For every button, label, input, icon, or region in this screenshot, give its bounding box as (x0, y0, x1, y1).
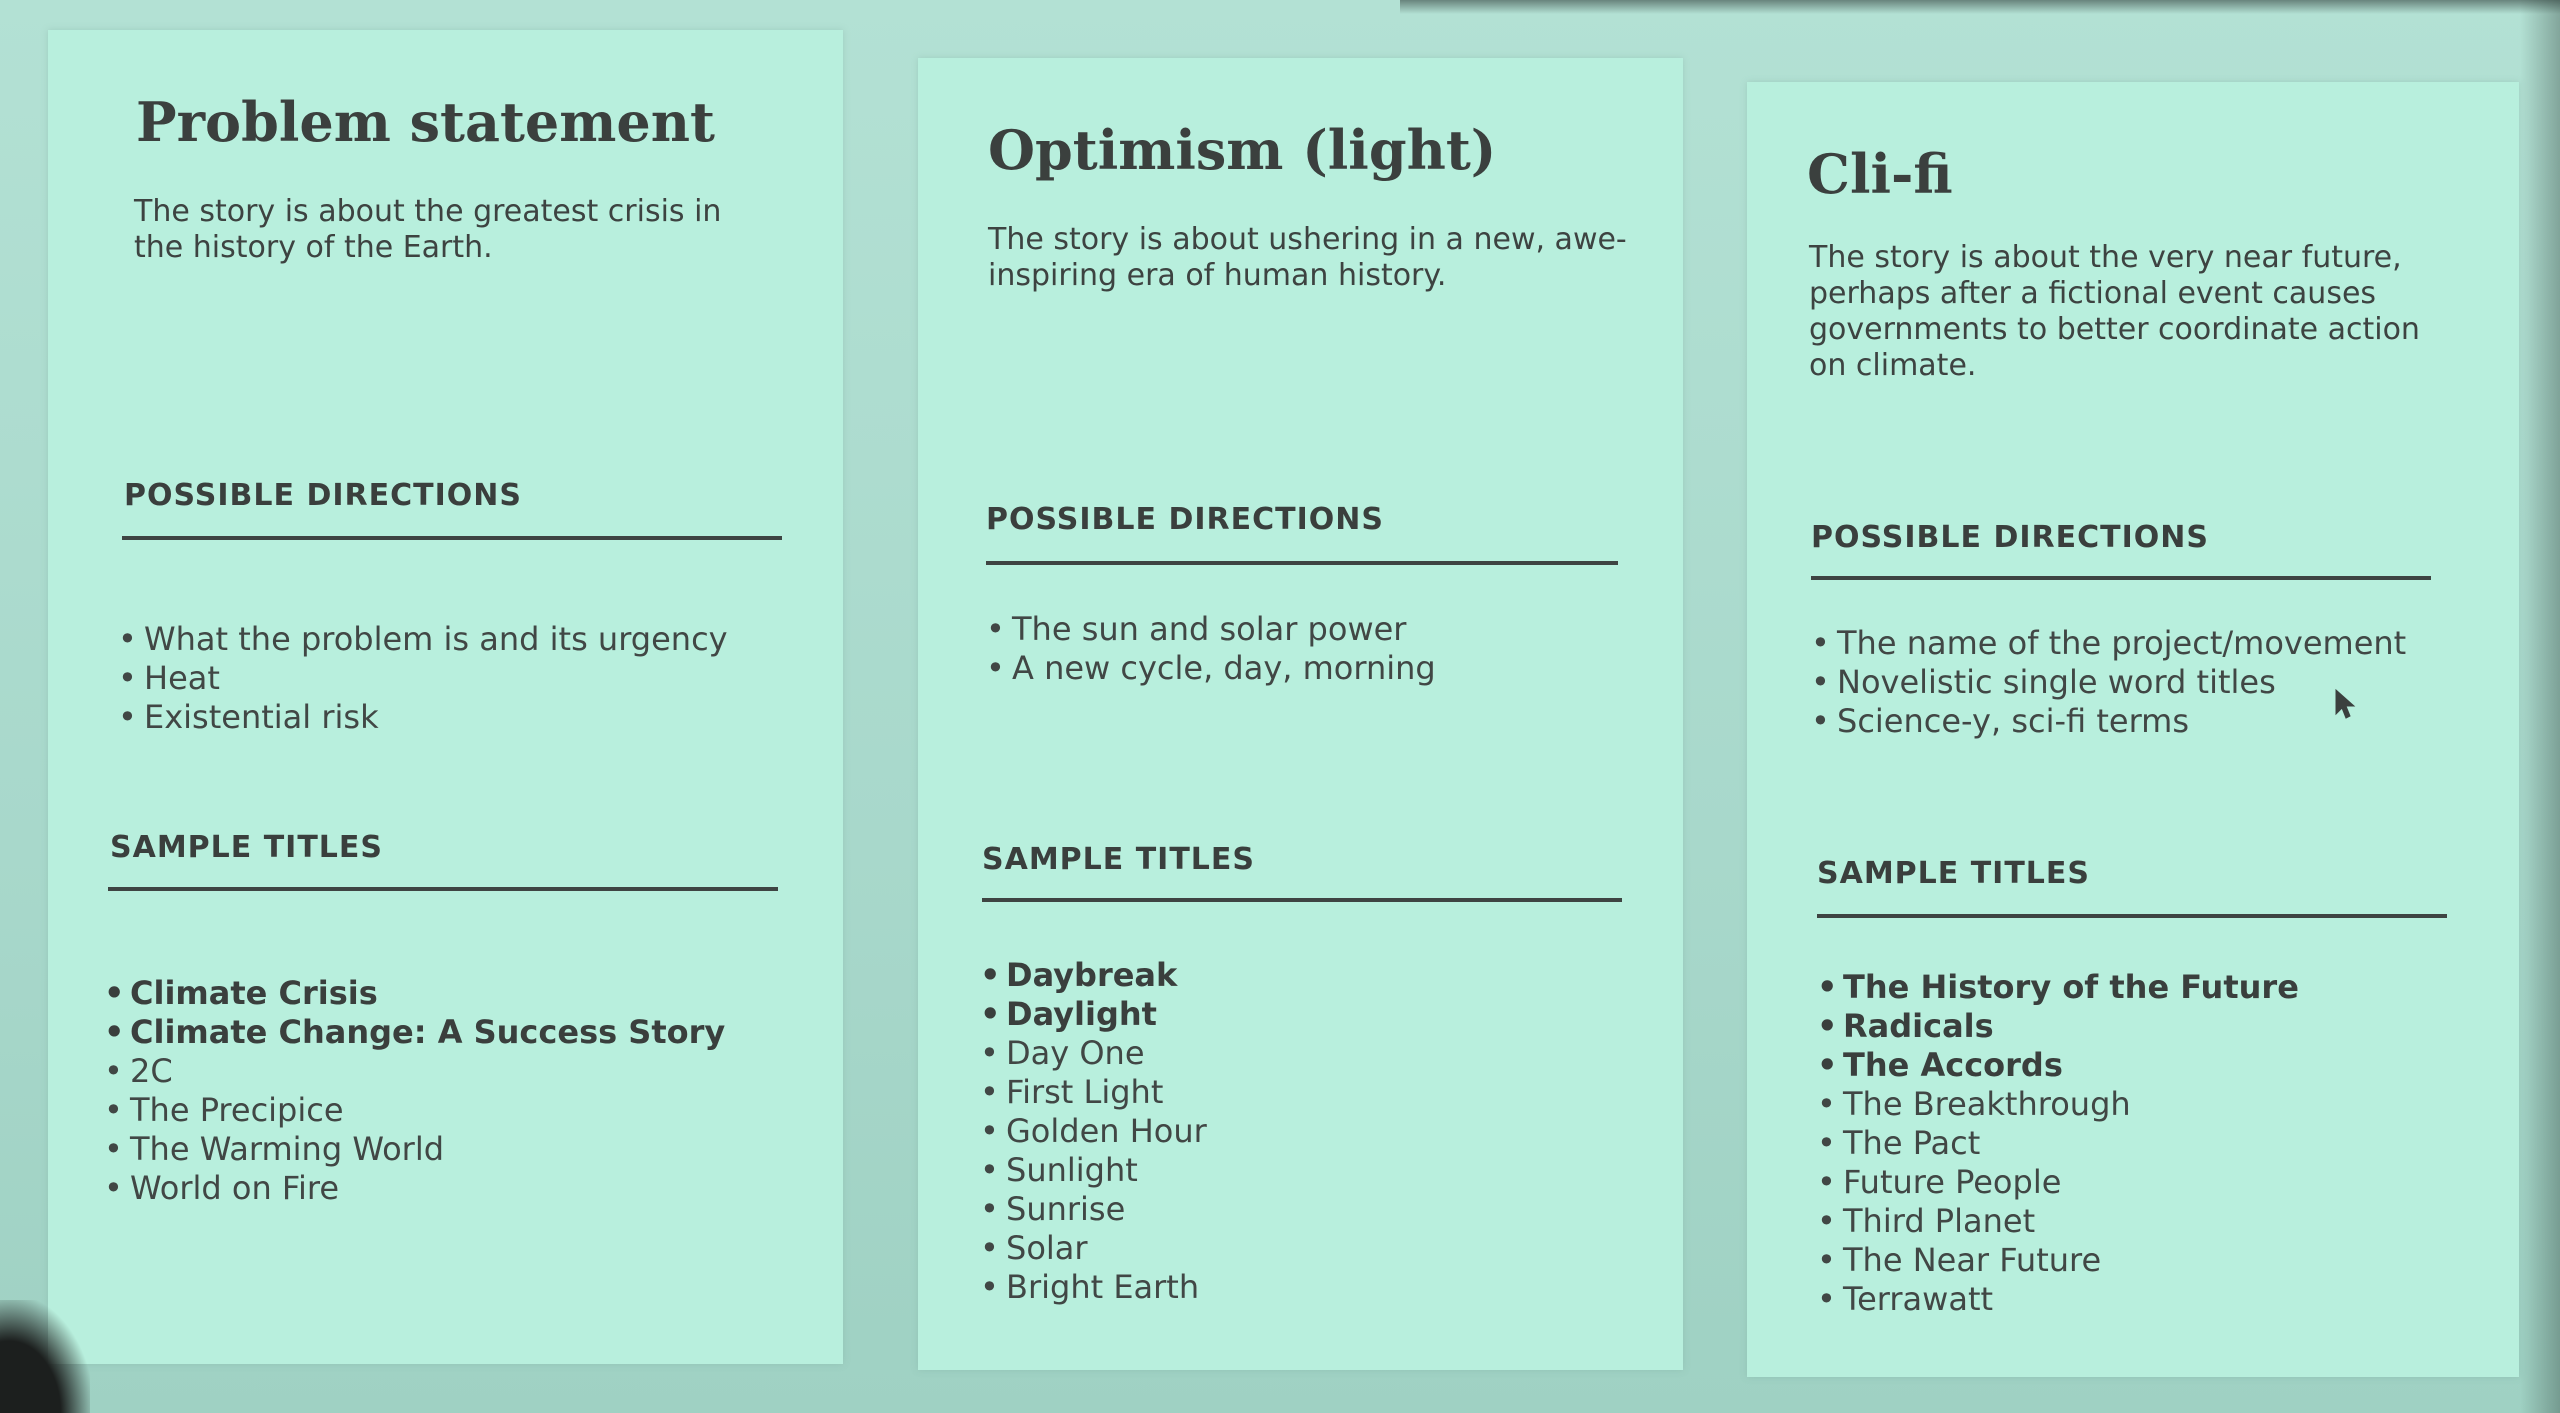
directions-list (118, 620, 728, 737)
sample-title-item: • The History of the Future (1817, 968, 2299, 1007)
sample-title-item: • Solar (980, 1229, 1207, 1268)
sample-title-item: • The Breakthrough (1817, 1085, 2299, 1124)
sample-title-item: • Future People (1817, 1163, 2299, 1202)
sample-title-item: • Bright Earth (980, 1268, 1207, 1307)
direction-item: • Science-y, sci-fi terms (1811, 702, 2406, 741)
sample-title-item: • Golden Hour (980, 1112, 1207, 1151)
card-title: Cli-fi (1807, 142, 1953, 206)
direction-item: • Heat (118, 659, 728, 698)
directions-divider (122, 536, 782, 540)
card-description: The story is about ushering in a new, awe-inspiring era of human history. (988, 222, 1627, 293)
sample-titles-list (980, 956, 1207, 1307)
sample-title-item: • Day One (980, 1034, 1207, 1073)
card-optimism-light (918, 58, 1683, 1370)
sample-title-item: • Sunrise (980, 1190, 1207, 1229)
directions-divider (1811, 576, 2431, 580)
directions-heading: POSSIBLE DIRECTIONS (124, 478, 522, 513)
sample-title-item: • 2C (104, 1052, 725, 1091)
direction-item: • What the problem is and its urgency (118, 620, 728, 659)
sample-title-item: • The Warming World (104, 1130, 725, 1169)
sample-title-item: • The Accords (1817, 1046, 2299, 1085)
sample-title-item: • Radicals (1817, 1007, 2299, 1046)
mouse-pointer-icon (2334, 688, 2356, 720)
sample-title-item: • Third Planet (1817, 1202, 2299, 1241)
sample-title-item: • The Precipice (104, 1091, 725, 1130)
screen-top-shadow (1400, 0, 2560, 14)
sample-title-item: • Daylight (980, 995, 1207, 1034)
sample-titles-heading: SAMPLE TITLES (1817, 856, 2091, 891)
screen-edge-shadow (2520, 0, 2560, 1413)
directions-heading: POSSIBLE DIRECTIONS (1811, 520, 2209, 555)
card-problem-statement (48, 30, 843, 1364)
directions-heading: POSSIBLE DIRECTIONS (986, 502, 1384, 537)
sample-title-item: • Daybreak (980, 956, 1207, 995)
sample-title-item: • Sunlight (980, 1151, 1207, 1190)
sample-title-item: • First Light (980, 1073, 1207, 1112)
sample-titles-heading: SAMPLE TITLES (982, 842, 1256, 877)
direction-item: • Existential risk (118, 698, 728, 737)
foreground-shadow (0, 1300, 90, 1413)
directions-divider (986, 561, 1618, 565)
card-cli-fi (1747, 82, 2519, 1377)
direction-item: • A new cycle, day, morning (986, 649, 1436, 688)
sample-titles-divider (982, 898, 1622, 902)
sample-titles-divider (1817, 914, 2447, 918)
sample-title-item: • Climate Crisis (104, 974, 725, 1013)
sample-title-item: • Terrawatt (1817, 1280, 2299, 1319)
sample-title-item: • World on Fire (104, 1169, 725, 1208)
sample-title-item: • The Pact (1817, 1124, 2299, 1163)
directions-list (986, 610, 1436, 688)
direction-item: • Novelistic single word titles (1811, 663, 2406, 702)
sample-titles-list (1817, 968, 2299, 1319)
sample-title-item: • Climate Change: A Success Story (104, 1013, 725, 1052)
sample-title-item: • The Near Future (1817, 1241, 2299, 1280)
directions-list (1811, 624, 2406, 741)
card-title: Optimism (light) (988, 118, 1497, 182)
sample-titles-list (104, 974, 725, 1208)
sample-titles-heading: SAMPLE TITLES (110, 830, 384, 865)
sample-titles-divider (108, 887, 778, 891)
card-description: The story is about the greatest crisis in the history of the Earth. (134, 194, 722, 265)
direction-item: • The name of the project/movement (1811, 624, 2406, 663)
direction-item: • The sun and solar power (986, 610, 1436, 649)
card-description: The story is about the very near future, perhaps after a fictional event causes governments to better coordinate action on climate. (1809, 240, 2420, 383)
card-title: Problem statement (136, 90, 715, 154)
